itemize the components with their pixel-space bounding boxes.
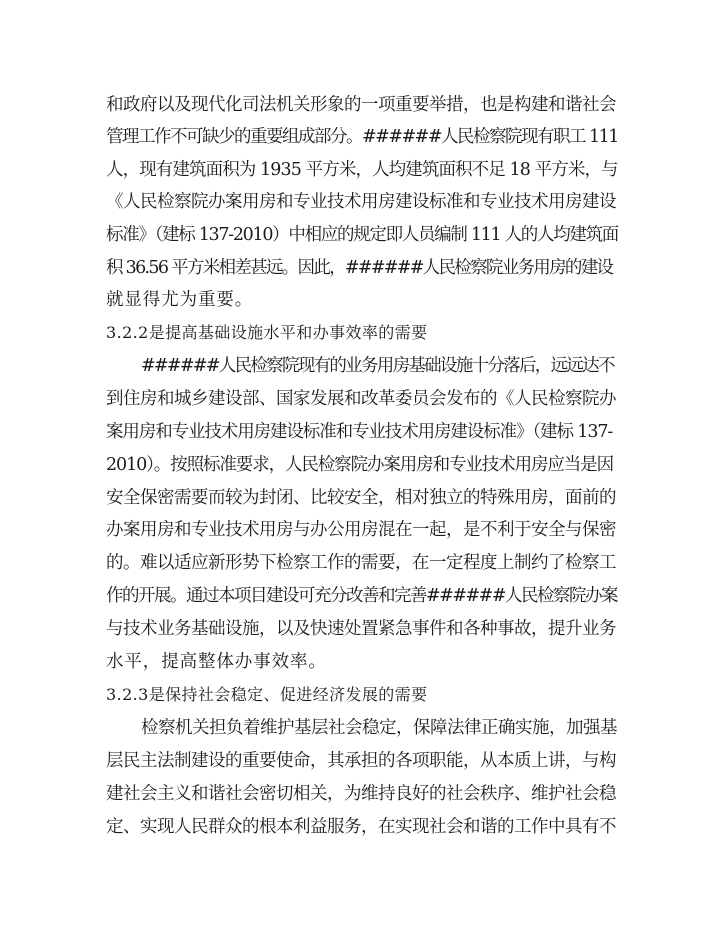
text-line: 建社会主义和谐社会密切相关，为维持良好的社会秩序、维护社会稳 xyxy=(106,784,616,804)
text-line: 办案用房和专业技术用房与办公用房混在一起，是不利于安全与保密 xyxy=(106,520,616,540)
text-line: 到住房和城乡建设部、国家发展和改革委员会发布的《人民检察院办 xyxy=(106,389,616,409)
section-heading: 3.2.3是保持社会稳定、促进经济发展的需要 xyxy=(106,685,428,704)
text-line: 检察机关担负着维护基层社会稳定，保障法律正确实施，加强基 xyxy=(141,718,617,738)
text-line: 定、实现人民群众的根本利益服务，在实现社会和谐的工作中具有不 xyxy=(106,817,616,837)
text-line: 与技术业务基础设施，以及快速处置紧急事件和各种事故，提升业务 xyxy=(106,619,616,639)
text-line: 层民主法制建设的重要使命，其承担的各项职能，从本质上讲，与构 xyxy=(106,751,616,771)
text-line: 案用房和专业技术用房建设标准和专业技术用房建设标准》（建标 137- xyxy=(106,422,613,442)
text-line: 水平，提高整体办事效率。 xyxy=(106,652,327,672)
text-line: 标准》（建标 137-2010）中相应的规定即人员编制 111 人的人均建筑面 xyxy=(106,225,618,245)
text-line: 作的开展。通过本项目建设可充分改善和完善######人民检察院办案 xyxy=(106,586,617,606)
text-line: 和政府以及现代化司法机关形象的一项重要举措，也是构建和谐社会 xyxy=(106,95,616,115)
text-line: 积 36.56 平方米相差甚远。因此，######人民检察院业务用房的建设 xyxy=(106,258,613,278)
text-line: 安全保密需要而较为封闭、比较安全，相对独立的特殊用房，面前的 xyxy=(106,488,616,508)
text-line: 人，现有建筑面积为 1935 平方米，人均建筑面积不足 18 平方米，与 xyxy=(106,160,618,180)
text-line: 的。难以适应新形势下检察工作的需要，在一定程度上制约了检察工 xyxy=(106,553,616,573)
section-heading: 3.2.2是提高基础设施水平和办事效率的需要 xyxy=(106,323,428,342)
text-line: 2010）。按照标准要求，人民检察院办案用房和专业技术用房应当是因 xyxy=(106,455,613,475)
text-line: ######人民检察院现有的业务用房基础设施十分落后，远远达不 xyxy=(141,356,614,376)
text-line: 就显得尤为重要。 xyxy=(106,290,254,310)
text-line: 管理工作不可缺少的重要组成部分。######人民检察院现有职工 111 xyxy=(106,127,618,147)
text-line: 《人民检察院办案用房和专业技术用房建设标准和专业技术用房建设 xyxy=(106,192,616,212)
